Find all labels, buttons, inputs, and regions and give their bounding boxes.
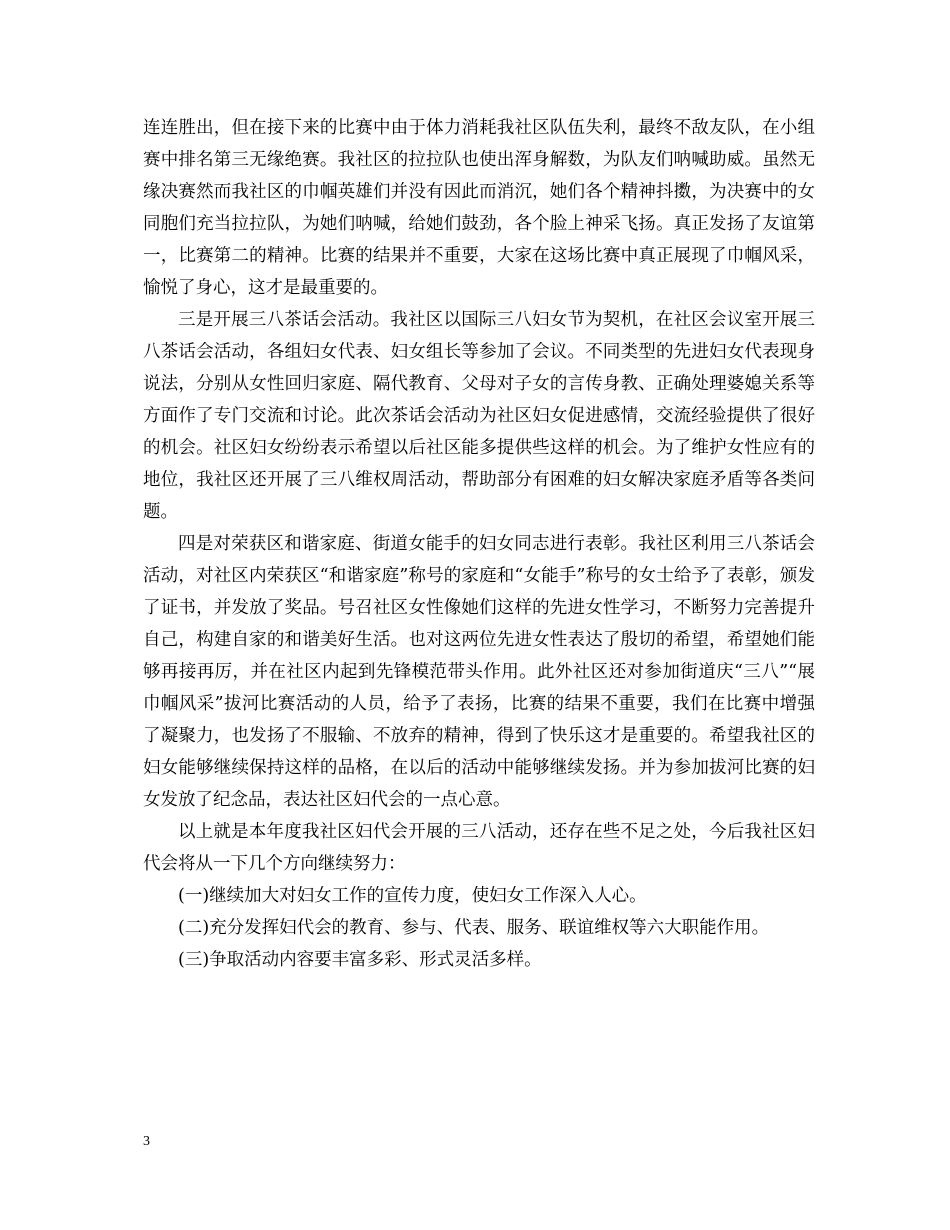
document-body [143,112,815,976]
paragraph-tea-party: 三是开展三八茶话会活动。我社区以国际三八妇女节为契机，在社区会议室开展三八茶话会活动，各组妇女代表、妇女组长等参加了会议。不同类型的先进妇女代表现身说法，分别从女性回归家庭、隔代教育、父母对子女的言传身教、正确处理婆媳关系等方面作了专门交流和讨论。此次茶话会活动为社区妇女促进感情，交流经验提供了很好的机会。社区妇女纷纷表示希望以后社区能多提供些这样的机会。为了维护女性应有的地位，我社区还开展了三八维权周活动，帮助部分有困难的妇女解决家庭矛盾等各类问题。 [143,310,815,522]
list-item-3: (三)争取活动内容要丰富多彩、形式灵活多样。 [178,950,542,970]
paragraph-commendation: 四是对荣获区和谐家庭、街道女能手的妇女同志进行表彰。我社区利用三八茶话会活动，对社区内荣获区“和谐家庭”称号的家庭和“女能手”称号的女士给予了表彰，颁发了证书，并发放了奖品。号召社区女性像她们这样的先进女性学习，不断努力完善提升自己，构建自家的和谐美好生活。也对这两位先进女性表达了殷切的希望，希望她们能够再接再厉，并在社区内起到先锋模范带头作用。此外社区还对参加街道庆“三八”“展巾帼风采”拔河比赛活动的人员，给予了表扬，比赛的结果不重要，我们在比赛中增强了凝聚力，也发扬了不服输、不放弃的精神，得到了快乐这才是重要的。希望我社区的妇女能够继续保持这样的品格，在以后的活动中能够继续发扬。并为参加拔河比赛的妇女发放了纪念品，表达社区妇代会的一点心意。 [143,534,815,810]
page-number: 3 [143,1134,150,1149]
list-item-1: (一)继续加大对妇女工作的宣传力度，使妇女工作深入人心。 [178,886,647,906]
paragraph-summary: 以上就是本年度我社区妇代会开展的三八活动，还存在些不足之处，今后我社区妇代会将从一下几个方向继续努力： [143,822,815,874]
list-item-2: (二)充分发挥妇代会的教育、参与、代表、服务、联谊维权等六大职能作用。 [178,918,770,938]
paragraph-continuation: 连连胜出，但在接下来的比赛中由于体力消耗我社区队伍失利，最终不敌友队，在小组赛中排名第三无缘绝赛。我社区的拉拉队也使出浑身解数，为队友们呐喊助威。虽然无缘决赛然而我社区的巾帼英雄们并没有因此而消沉，她们各个精神抖擞，为决赛中的女同胞们充当拉拉队，为她们呐喊，给她们鼓劲，各个脸上神采飞扬。真正发扬了友谊第一，比赛第二的精神。比赛的结果并不重要，大家在这场比赛中真正展现了巾帼风采，愉悦了身心，这才是最重要的。 [143,118,815,298]
